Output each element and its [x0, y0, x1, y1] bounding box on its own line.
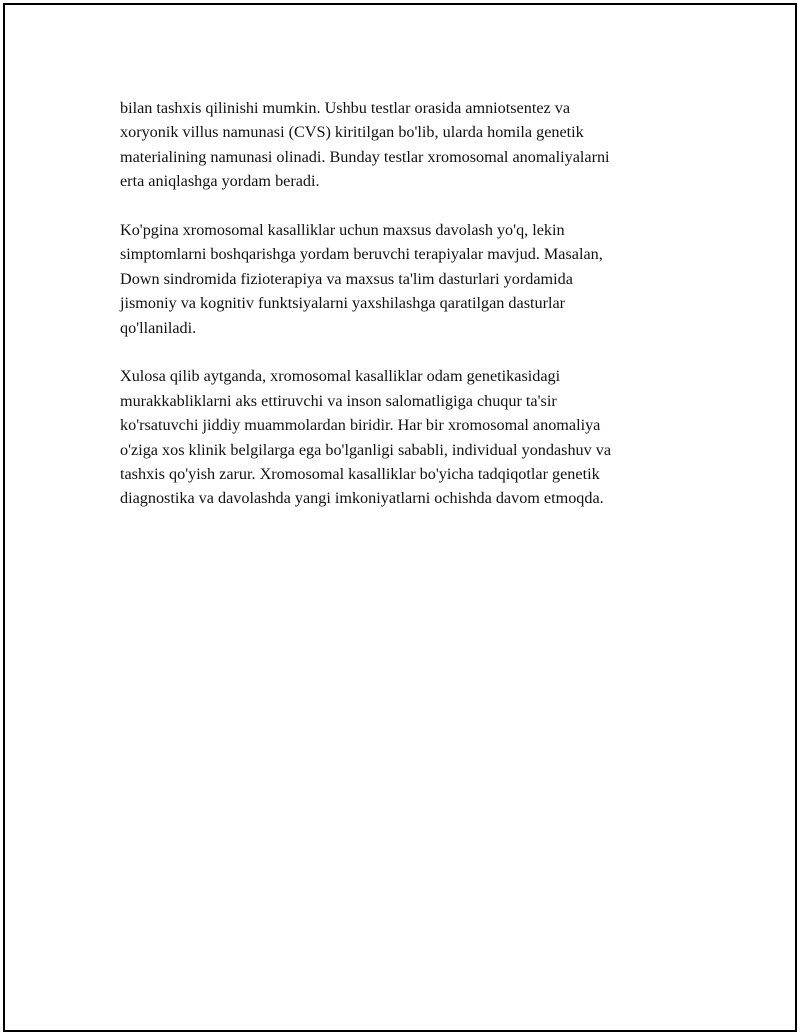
- text-line: murakkabliklarni aks ettiruvchi va inson salomatligiga chuqur ta'sir: [120, 391, 557, 410]
- text-line: tashxis qo'yish zarur. Xromosomal kasalliklar bo'yicha tadqiqotlar genetik: [120, 465, 600, 484]
- paragraph-3: [120, 364, 695, 510]
- text-line: Xulosa qilib aytganda, xromosomal kasalliklar odam genetikasidagi: [120, 367, 561, 386]
- text-line: materialining namunasi olinadi. Bunday testlar xromosomal anomaliyalarni: [120, 147, 610, 166]
- text-line: erta aniqlashga yordam beradi.: [120, 172, 320, 191]
- paragraph-2: [120, 218, 695, 340]
- text-line: diagnostika va davolashda yangi imkoniyatlarni ochishda davom etmoqda.: [120, 489, 604, 508]
- text-line: o'ziga xos klinik belgilarga ega bo'lganligi sababli, individual yondashuv va: [120, 440, 612, 459]
- document-body: [120, 96, 695, 535]
- paragraph-1: [120, 96, 695, 194]
- text-line: xoryonik villus namunasi (CVS) kiritilgan bo'lib, ularda homila genetik: [120, 123, 584, 142]
- text-line: Ko'pgina xromosomal kasalliklar uchun maxsus davolash yo'q, lekin: [120, 221, 565, 240]
- text-line: jismoniy va kognitiv funktsiyalarni yaxshilashga qaratilgan dasturlar: [120, 294, 566, 313]
- text-line: qo'llaniladi.: [120, 318, 197, 337]
- document-page: [3, 3, 797, 1032]
- text-line: simptomlarni boshqarishga yordam beruvchi terapiyalar mavjud. Masalan,: [120, 245, 603, 264]
- text-line: bilan tashxis qilinishi mumkin. Ushbu testlar orasida amniotsentez va: [120, 99, 571, 117]
- text-line: ko'rsatuvchi jiddiy muammolardan biridir. Har bir xromosomal anomaliya: [120, 416, 601, 435]
- text-line: Down sindromida fizioterapiya va maxsus ta'lim dasturlari yordamida: [120, 269, 573, 288]
